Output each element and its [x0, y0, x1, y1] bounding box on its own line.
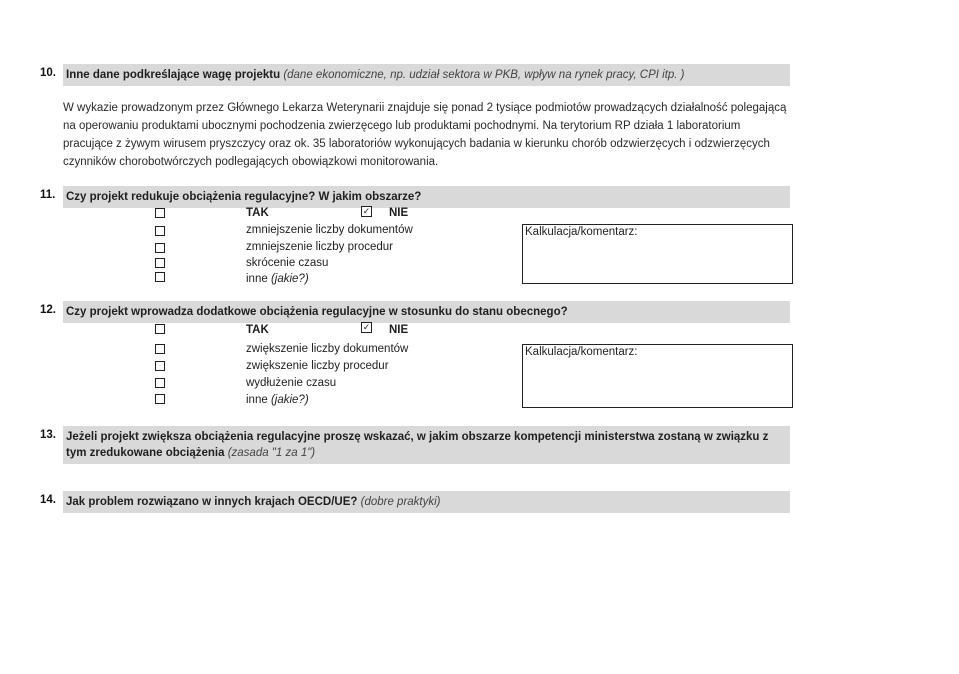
- q12-option-other-label: inne (jakie?): [246, 394, 309, 406]
- section-11-title-band: [63, 186, 790, 208]
- q11-option-3-label: skrócenie czasu: [246, 257, 329, 269]
- q12-option-1-checkbox[interactable]: [155, 344, 165, 354]
- section-14-number: 14.: [40, 494, 56, 506]
- q12-tak-checkbox[interactable]: [155, 324, 165, 334]
- q12-option-other-checkbox[interactable]: [155, 394, 165, 404]
- q11-tak-label: TAK: [246, 207, 269, 219]
- section-13-header: [40, 426, 790, 464]
- section-13-hint: (zasada "1 za 1"): [227, 447, 316, 459]
- section-12-number: 12.: [40, 304, 56, 316]
- q12-option-2-checkbox[interactable]: [155, 361, 165, 371]
- q11-option-other-label: inne (jakie?): [246, 273, 309, 285]
- q12-option-1-label: zwiększenie liczby dokumentów: [246, 343, 409, 355]
- q12-tak-label: TAK: [246, 324, 269, 336]
- section-10-title-band: [63, 64, 790, 86]
- section-10-title: Inne dane podkreślające wagę projektu: [66, 69, 281, 81]
- section-14-title-band: [63, 491, 790, 513]
- q12-calculation-label: Kalkulacja/komentarz:: [525, 346, 638, 358]
- section-10-body: W wykazie prowadzonym przez Głównego Lekarza Weterynarii znajduje się ponad 2 tysiące podmiotów prowadzących działalność polegającą na operowaniu produktami ubocznymi pochodzenia zwierzęcego lub produktami pochodnymi. Na terytorium RP działa 1 laboratorium pracujące z żywym wirusem pryszczycy oraz ok. 35 laboratoriów wykonujących badania w kierunku chorób odzwierzęcych i odzwierzęcych czynników chorobotwórczych podlegających obowiązkowi monitorowania.: [63, 102, 787, 168]
- q11-option-1-label: zmniejszenie liczby dokumentów: [246, 224, 413, 236]
- section-11-title: Czy projekt redukuje obciążenia regulacyjne? W jakim obszarze?: [66, 191, 422, 203]
- section-12-title-band: [63, 301, 790, 323]
- section-14-title: Jak problem rozwiązano w innych krajach OECD/UE?: [66, 496, 358, 508]
- section-14-hint: (dobre praktyki): [360, 496, 441, 508]
- q11-option-3-checkbox[interactable]: [155, 258, 165, 268]
- section-10-header: [40, 64, 790, 86]
- q12-calculation-box[interactable]: [522, 344, 793, 408]
- section-10-hint: (dane ekonomiczne, np. udział sektora w PKB, wpływ na rynek pracy, CPI itp. ): [283, 69, 685, 81]
- section-13-title-band: [63, 426, 790, 464]
- q11-tak-checkbox[interactable]: [155, 208, 165, 218]
- q12-nie-label: NIE: [389, 324, 409, 336]
- section-13-number: 13.: [40, 429, 56, 441]
- section-13-title: Jeżeli projekt zwiększa obciążenia regulacyjne proszę wskazać, w jakim obszarze kompetencji ministerstwa zostaną w związku z tym zredukowane obciążenia: [66, 431, 769, 459]
- section-14-header: [40, 491, 790, 513]
- q11-calculation-box[interactable]: [522, 224, 793, 284]
- section-12-header: [40, 301, 790, 323]
- q12-option-3-checkbox[interactable]: [155, 378, 165, 388]
- q11-option-2-label: zmniejszenie liczby procedur: [246, 241, 394, 253]
- q11-calculation-label: Kalkulacja/komentarz:: [525, 226, 638, 238]
- section-12-title: Czy projekt wprowadza dodatkowe obciążenia regulacyjne w stosunku do stanu obecnego?: [66, 306, 568, 318]
- q12-option-2-label: zwiększenie liczby procedur: [246, 360, 389, 372]
- section-11-number: 11.: [40, 189, 56, 201]
- section-10-number: 10.: [40, 67, 56, 79]
- q11-option-other-checkbox[interactable]: [155, 272, 165, 282]
- q11-nie-checkbox[interactable]: ✓: [362, 206, 371, 216]
- section-11-header: [40, 186, 790, 208]
- q11-option-2-checkbox[interactable]: [155, 243, 165, 253]
- q12-nie-checkbox[interactable]: ✓: [362, 322, 371, 332]
- q11-nie-label: NIE: [389, 207, 409, 219]
- q12-option-3-label: wydłużenie czasu: [246, 377, 337, 389]
- q11-option-1-checkbox[interactable]: [155, 226, 165, 236]
